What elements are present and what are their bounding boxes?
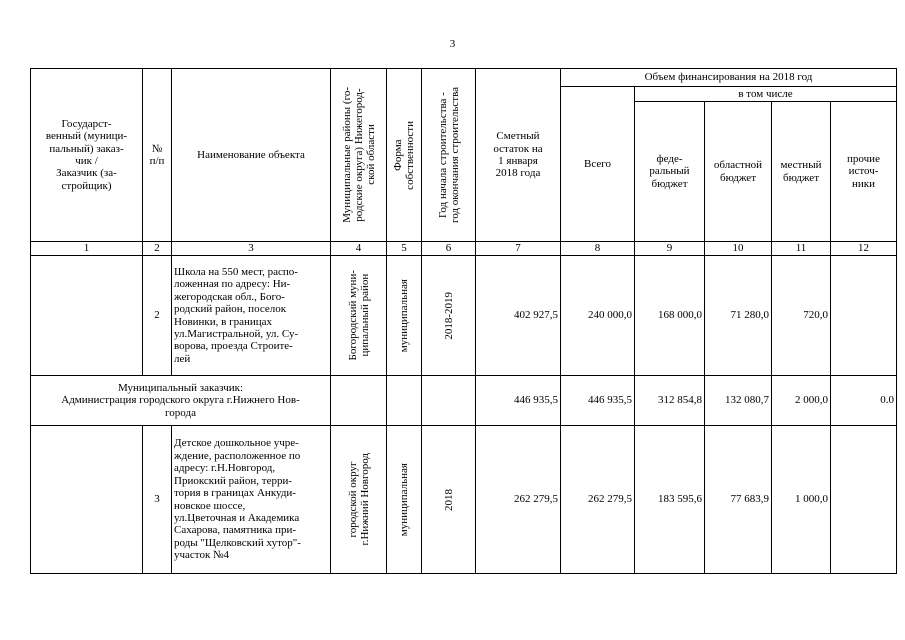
federal-cell: 168 000,0 [635, 256, 705, 376]
federal-cell: 312 854,8 [635, 376, 705, 426]
regional-cell: 71 280,0 [705, 256, 772, 376]
funding-table [30, 68, 897, 574]
header-federal: феде- ральный бюджет [635, 102, 705, 242]
col-number: 5 [387, 242, 422, 256]
table-row [31, 426, 897, 574]
row-number: 3 [143, 426, 172, 574]
col-number: 8 [561, 242, 635, 256]
col-number: 6 [422, 242, 476, 256]
col-number: 2 [143, 242, 172, 256]
customer-cell [31, 426, 143, 574]
local-cell: 1 000,0 [772, 426, 831, 574]
col-number: 7 [476, 242, 561, 256]
local-cell: 2 000,0 [772, 376, 831, 426]
district-cell: городской округ г.Нижний Новгород [331, 426, 387, 574]
empty-cell [387, 376, 422, 426]
other-cell [831, 256, 897, 376]
col-number: 1 [31, 242, 143, 256]
other-cell: 0.0 [831, 376, 897, 426]
years-cell: 2018 [422, 426, 476, 574]
column-numbers-row [31, 242, 897, 256]
header-estimate: Сметный остаток на 1 января 2018 года [476, 69, 561, 242]
customer-cell [31, 256, 143, 376]
header-years: Год начала строительства - год окончания строительства [422, 69, 476, 242]
empty-cell [331, 376, 387, 426]
subtotal-row [31, 376, 897, 426]
col-number: 3 [172, 242, 331, 256]
estimate-cell: 402 927,5 [476, 256, 561, 376]
subtotal-label: Муниципальный заказчик: Администрация городского округа г.Нижнего Нов- города [31, 376, 331, 426]
row-number: 2 [143, 256, 172, 376]
other-cell [831, 426, 897, 574]
header-funding-group: Объем финансирования на 2018 год [561, 69, 897, 87]
col-number: 9 [635, 242, 705, 256]
col-number: 11 [772, 242, 831, 256]
total-cell: 262 279,5 [561, 426, 635, 574]
table-row [31, 256, 897, 376]
col-number: 12 [831, 242, 897, 256]
regional-cell: 77 683,9 [705, 426, 772, 574]
col-number: 4 [331, 242, 387, 256]
empty-cell [422, 376, 476, 426]
header-districts: Муниципальные районы (го- родские округа) Нижегород- ской области [331, 69, 387, 242]
col-number: 10 [705, 242, 772, 256]
years-cell: 2018-2019 [422, 256, 476, 376]
regional-cell: 132 080,7 [705, 376, 772, 426]
estimate-cell: 446 935,5 [476, 376, 561, 426]
header-regional: областной бюджет [705, 102, 772, 242]
header-incl: в том числе [635, 87, 897, 102]
header-local: местный бюджет [772, 102, 831, 242]
estimate-cell: 262 279,5 [476, 426, 561, 574]
header-num: № п/п [143, 69, 172, 242]
district-cell: Богородский муни- ципальный район [331, 256, 387, 376]
header-customer: Государст- венный (муници- пальный) заказ- чик / Заказчик (за- стройщик) [31, 69, 143, 242]
ownership-cell: муниципальная [387, 426, 422, 574]
object-name: Школа на 550 мест, распо- ложенная по адресу: Ни- жегородская обл., Бого- родский район, поселок Новинки, в границах ул.Магистральной, ул. Су- ворова, проезда Строите- лей [172, 256, 331, 376]
header-other: прочие источ- ники [831, 102, 897, 242]
header-total: Всего [561, 87, 635, 242]
total-cell: 240 000,0 [561, 256, 635, 376]
header-ownership: Форма собственности [387, 69, 422, 242]
total-cell: 446 935,5 [561, 376, 635, 426]
local-cell: 720,0 [772, 256, 831, 376]
page-number: 3 [449, 38, 456, 50]
object-name: Детское дошкольное учре- ждение, расположенное по адресу: г.Н.Новгород, Приокский район, терри- тория в границах Анкуди- новское шоссе, ул.Цветочная и Академика Сахарова, памятника при- роды "Щелковский хутор"- участок №4 [172, 426, 331, 574]
ownership-cell: муниципальная [387, 256, 422, 376]
header-object: Наименование объекта [172, 69, 331, 242]
federal-cell: 183 595,6 [635, 426, 705, 574]
